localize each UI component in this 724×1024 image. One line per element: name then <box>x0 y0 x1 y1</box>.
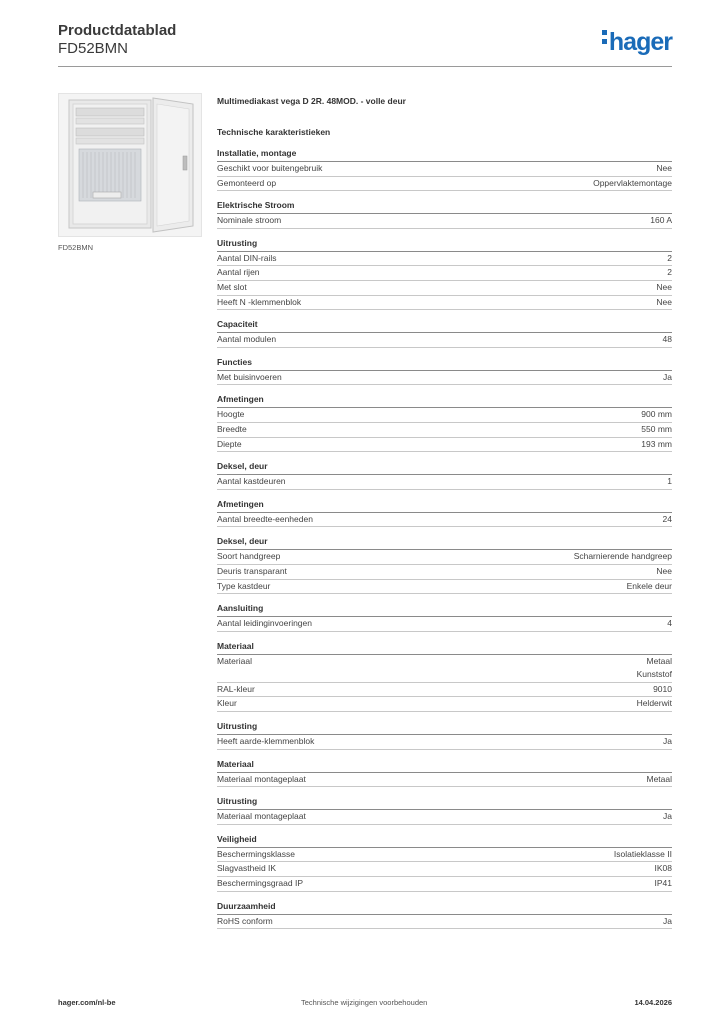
section-title: Afmetingen <box>217 497 672 513</box>
section-title: Materiaal <box>217 757 672 773</box>
spec-value-line: 900 mm <box>641 409 672 420</box>
section-title: Afmetingen <box>217 392 672 408</box>
spec-value <box>663 371 672 385</box>
footer-website-link[interactable]: hager.com/nl-be <box>58 998 116 1007</box>
spec-label: Breedte <box>217 423 247 434</box>
spec-section <box>217 899 672 930</box>
spec-value-line: Isolatieklasse II <box>613 848 672 859</box>
spec-row <box>217 252 672 267</box>
spec-row <box>217 371 672 386</box>
spec-value-line: 1 <box>667 476 672 487</box>
spec-label: Beschermingsgraad IP <box>217 878 303 889</box>
section-title: Materiaal <box>217 639 672 655</box>
spec-value <box>663 915 672 929</box>
spec-label: Geschikt voor buitengebruik <box>217 163 323 173</box>
spec-row <box>217 565 672 580</box>
spec-value <box>667 252 672 266</box>
spec-label: Heeft aarde-klemmenblok <box>217 736 315 747</box>
spec-sections <box>217 146 672 929</box>
spec-label: Aantal DIN-rails <box>217 252 277 263</box>
hager-logo <box>602 28 672 57</box>
spec-section <box>217 459 672 490</box>
tech-heading: Technische karakteristieken <box>217 127 331 137</box>
spec-section <box>217 392 672 452</box>
spec-value-line: 193 mm <box>641 438 672 449</box>
spec-value-line: Metaal <box>646 773 672 784</box>
spec-label: Aantal rijen <box>217 267 260 278</box>
spec-label: Gemonteerd op <box>217 177 277 188</box>
spec-row <box>217 697 672 712</box>
spec-value-line: Kunststof <box>636 669 672 680</box>
spec-value <box>646 773 672 787</box>
section-title: Uitrusting <box>217 236 672 252</box>
spec-row <box>217 475 672 490</box>
spec-value-line: IP41 <box>654 878 672 889</box>
spec-value-line: Enkele deur <box>626 580 672 591</box>
spec-label: Met slot <box>217 281 247 292</box>
spec-value-line: Nee <box>656 163 672 173</box>
page-header <box>58 22 176 57</box>
spec-value <box>656 162 672 176</box>
spec-value <box>614 848 672 862</box>
spec-value-line: 48 <box>662 334 672 345</box>
spec-label: Aantal breedte-eenheden <box>217 513 313 524</box>
spec-value-line: 160 A <box>650 215 672 226</box>
image-caption: FD52BMN <box>58 243 94 252</box>
spec-section <box>217 198 672 229</box>
section-title: Capaciteit <box>217 317 672 333</box>
spec-value-line: 550 mm <box>641 423 672 434</box>
spec-label: Heeft N -klemmenblok <box>217 296 302 307</box>
section-title: Elektrische Stroom <box>217 198 672 214</box>
spec-section <box>217 757 672 788</box>
spec-value <box>667 266 672 280</box>
distribution-cabinet-illustration <box>59 94 201 236</box>
spec-value <box>655 877 673 891</box>
spec-row <box>217 281 672 296</box>
section-title: Deksel, deur <box>217 534 672 550</box>
spec-label: RoHS conform <box>217 915 273 926</box>
spec-value-line: Ja <box>663 811 672 822</box>
product-image <box>58 93 202 237</box>
spec-value-line: Ja <box>663 915 672 926</box>
footer-disclaimer: Technische wijzigingen voorbehouden <box>301 998 428 1007</box>
spec-label: Hoogte <box>217 409 245 420</box>
spec-section <box>217 236 672 310</box>
logo-text: hager <box>608 28 672 56</box>
spec-row <box>217 773 672 788</box>
spec-value <box>637 697 672 711</box>
spec-value-line: Metaal <box>646 655 672 666</box>
spec-row <box>217 580 672 595</box>
spec-value <box>663 735 672 749</box>
spec-value-line: IK08 <box>654 863 672 874</box>
spec-label: Type kastdeur <box>217 580 271 591</box>
spec-content <box>217 94 672 936</box>
spec-label: Slagvastheid IK <box>217 863 277 874</box>
footer-date: 14.04.2026 <box>634 998 672 1007</box>
section-title: Aansluiting <box>217 601 672 617</box>
spec-label: Diepte <box>217 438 242 449</box>
section-title: Installatie, montage <box>217 146 672 162</box>
spec-value <box>663 810 672 824</box>
spec-row <box>217 848 672 863</box>
spec-value <box>650 214 672 228</box>
spec-value-line: Nee <box>656 281 672 292</box>
spec-value <box>655 862 673 876</box>
spec-label: Kleur <box>217 698 237 709</box>
logo-dots-icon <box>602 30 607 48</box>
spec-section <box>217 601 672 632</box>
spec-label: RAL-kleur <box>217 683 255 694</box>
spec-value-line: 24 <box>662 513 672 524</box>
spec-label: Nominale stroom <box>217 215 282 226</box>
spec-value-line: Helderwit <box>636 698 672 709</box>
spec-label: Met buisinvoeren <box>217 371 282 382</box>
spec-value <box>667 617 672 631</box>
spec-row <box>217 266 672 281</box>
spec-row <box>217 877 672 892</box>
section-title: Deksel, deur <box>217 459 672 475</box>
spec-row <box>217 683 672 698</box>
spec-value-line: Nee <box>656 565 672 576</box>
spec-label: Deuris transparant <box>217 565 287 576</box>
section-title: Veiligheid <box>217 832 672 848</box>
spec-label: Beschermingsklasse <box>217 848 295 859</box>
spec-label: Aantal leidinginvoeringen <box>217 618 312 629</box>
spec-value <box>593 177 672 191</box>
spec-row <box>217 296 672 311</box>
spec-section <box>217 497 672 528</box>
spec-value <box>663 513 672 527</box>
spec-value <box>627 580 672 594</box>
spec-row <box>217 550 672 565</box>
spec-value <box>641 408 672 422</box>
spec-value-line: Nee <box>656 296 672 307</box>
product-name: Multimediakast vega D 2R. 48MOD. - volle deur <box>217 96 406 106</box>
section-title: Uitrusting <box>217 719 672 735</box>
spec-section <box>217 794 672 825</box>
spec-value-line: 2 <box>667 252 672 263</box>
spec-value <box>656 296 672 310</box>
spec-label: Materiaal montageplaat <box>217 811 306 822</box>
spec-value <box>656 565 672 579</box>
spec-section <box>217 355 672 386</box>
spec-row <box>217 810 672 825</box>
spec-value-line: 4 <box>667 618 672 629</box>
spec-section <box>217 317 672 348</box>
spec-value <box>637 655 672 682</box>
spec-value-line: 9010 <box>653 683 672 694</box>
spec-row <box>217 408 672 423</box>
header-divider <box>58 66 672 67</box>
spec-section <box>217 146 672 191</box>
spec-value-line: Oppervlaktemontage <box>593 177 672 188</box>
spec-row <box>217 915 672 930</box>
section-title: Functies <box>217 355 672 371</box>
spec-value <box>656 281 672 295</box>
spec-value <box>667 475 672 489</box>
spec-row <box>217 438 672 453</box>
spec-row <box>217 655 672 683</box>
spec-row <box>217 862 672 877</box>
spec-value <box>574 550 672 564</box>
spec-value-line: 2 <box>667 267 672 278</box>
spec-value <box>653 683 672 697</box>
spec-label: Soort handgreep <box>217 551 281 562</box>
spec-value <box>663 333 672 347</box>
spec-row <box>217 162 672 177</box>
spec-value <box>641 423 672 437</box>
spec-row <box>217 513 672 528</box>
spec-row <box>217 423 672 438</box>
page-title: Productdatablad <box>58 22 177 39</box>
spec-row <box>217 735 672 750</box>
section-title: Uitrusting <box>217 794 672 810</box>
spec-section <box>217 719 672 750</box>
spec-row <box>217 177 672 192</box>
spec-section <box>217 639 672 712</box>
product-code: FD52BMN <box>58 40 129 57</box>
section-title: Duurzaamheid <box>217 899 672 915</box>
spec-section <box>217 832 672 892</box>
spec-value-line: Scharnierende handgreep <box>573 551 672 562</box>
spec-label: Aantal kastdeuren <box>217 476 286 487</box>
spec-row <box>217 333 672 348</box>
spec-value-line: Ja <box>663 371 672 382</box>
spec-row <box>217 214 672 229</box>
spec-value-line: Ja <box>663 736 672 747</box>
spec-section <box>217 534 672 594</box>
spec-row <box>217 617 672 632</box>
spec-label: Materiaal <box>217 655 252 666</box>
spec-value <box>641 438 672 452</box>
spec-label: Aantal modulen <box>217 334 277 345</box>
spec-label: Materiaal montageplaat <box>217 773 306 784</box>
